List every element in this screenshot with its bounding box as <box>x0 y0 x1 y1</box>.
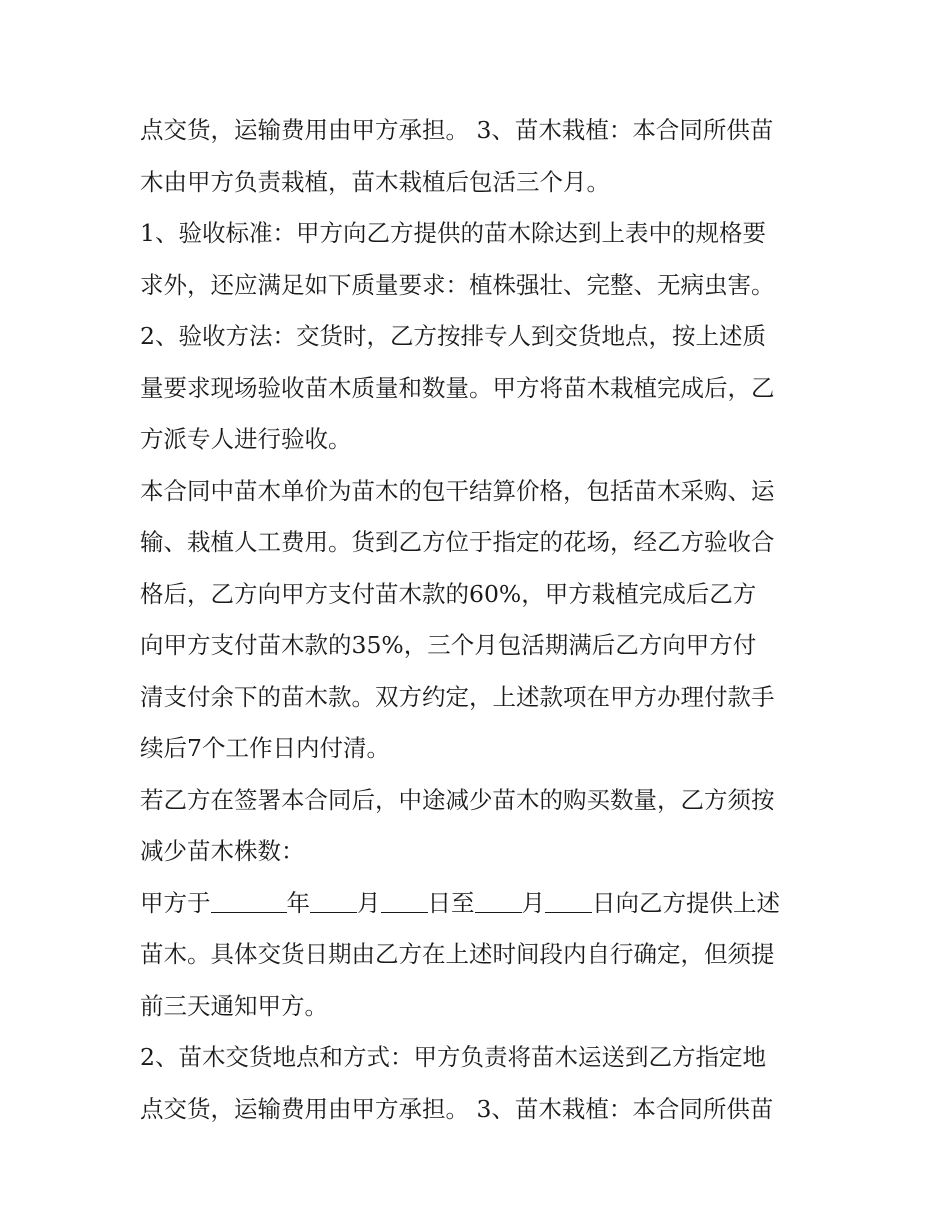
paragraph-price-payment <box>140 466 820 775</box>
text-line: 点交货，运输费用由甲方承担。 3、苗木栽植：本合同所供苗 <box>140 1094 774 1123</box>
paragraph-acceptance-standard <box>140 208 820 311</box>
year-blank[interactable] <box>211 890 287 913</box>
text-line: 求外，还应满足如下质量要求：植株强壮、完整、无病虫害。 <box>140 270 775 299</box>
text-line: 向甲方支付苗木款的35%，三个月包活期满后乙方向甲方付 <box>140 631 757 659</box>
paragraph-delivery-date <box>140 878 820 1033</box>
text-line: 本合同中苗木单价为苗木的包干结算价格，包括苗木采购、运 <box>140 476 775 505</box>
month-blank-start[interactable] <box>310 890 357 913</box>
month-label-start: 月 <box>357 888 381 917</box>
text-line: 方派专人进行验收。 <box>140 425 352 453</box>
day-blank-start[interactable] <box>381 890 428 913</box>
month-blank-end[interactable] <box>475 890 522 913</box>
day-blank-end[interactable] <box>545 890 592 913</box>
text-line: 2、验收方法：交货时，乙方按排专人到交货地点，按上述质 <box>140 322 766 350</box>
date-prefix: 甲方于 <box>140 888 211 917</box>
text-line: 点交货，运输费用由甲方承担。 3、苗木栽植：本合同所供苗 <box>140 116 774 144</box>
text-line: 前三天通知甲方。 <box>140 991 328 1020</box>
text-line: 清支付余下的苗木款。双方约定，上述款项在甲方办理付款手 <box>140 682 775 711</box>
date-fill-line <box>140 878 820 930</box>
paragraph-quantity-reduction <box>140 775 820 878</box>
text-line: 1、验收标准：甲方向乙方提供的苗木除达到上表中的规格要 <box>140 219 766 247</box>
text-line: 续后7个工作日内付清。 <box>140 734 390 762</box>
text-line: 格后，乙方向甲方支付苗木款的60%，甲方栽植完成后乙方 <box>140 579 757 608</box>
text-line: 苗木。具体交货日期由乙方在上述时间段内自行确定，但须提 <box>140 940 775 968</box>
date-suffix: 日向乙方提供上述 <box>592 888 780 917</box>
text-line: 减少苗木株数： <box>140 837 305 865</box>
paragraph-acceptance-method <box>140 311 820 466</box>
text-line: 若乙方在签署本合同后，中途减少苗木的购买数量，乙方须按 <box>140 785 775 814</box>
text-line: 木由甲方负责栽植，苗木栽植后包活三个月。 <box>140 167 610 196</box>
paragraph-delivery-location <box>140 1032 820 1135</box>
text-line: 2、苗木交货地点和方式：甲方负责将苗木运送到乙方指定地 <box>140 1043 766 1071</box>
text-line: 输、栽植人工费用。货到乙方位于指定的花场，经乙方验收合 <box>140 528 775 556</box>
day-label-start: 日至 <box>427 888 475 917</box>
month-label-end: 月 <box>521 888 545 917</box>
text-line: 量要求现场验收苗木质量和数量。甲方将苗木栽植完成后，乙 <box>140 373 775 402</box>
contract-text <box>140 105 820 1135</box>
paragraph-delivery-planting <box>140 105 820 208</box>
year-label: 年 <box>286 888 310 917</box>
